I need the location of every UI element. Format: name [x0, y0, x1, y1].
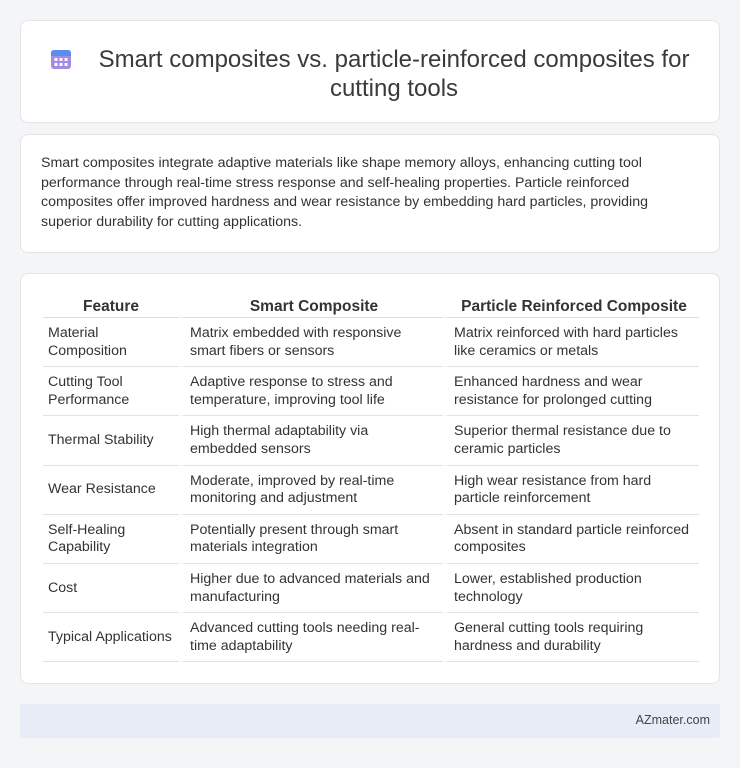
table-row: [43, 564, 699, 613]
table-cell-particle: High wear resistance from hard particle reinforcement: [443, 466, 699, 515]
table-cell-particle: Lower, established production technology: [443, 564, 699, 613]
table-cell-smart: High thermal adaptability via embedded sensors: [179, 416, 443, 465]
comparison-card: [20, 273, 720, 684]
table-cell-feature: Wear Resistance: [43, 466, 179, 515]
table-header-row: [43, 296, 699, 318]
table-cell-smart: Moderate, improved by real-time monitoring and adjustment: [179, 466, 443, 515]
summary-text: Smart composites integrate adaptive materials like shape memory alloys, enhancing cutting tool performance through real-time stress response and self-healing properties. Particle reinforced composites offer improved hardness and wear resistance by embedding hard particles, providing superior durability for cutting applications.: [41, 155, 648, 230]
table-cell-particle: General cutting tools requiring hardness and durability: [443, 613, 699, 662]
table-cell-smart: Potentially present through smart materials integration: [179, 515, 443, 564]
table-cell-smart: Adaptive response to stress and temperature, improving tool life: [179, 367, 443, 416]
table-cell-feature: Cost: [43, 564, 179, 613]
table-cell-particle: Enhanced hardness and wear resistance for prolonged cutting: [443, 367, 699, 416]
table-cell-feature: Material Composition: [43, 318, 179, 367]
table-cell-feature: Cutting Tool Performance: [43, 367, 179, 416]
table-cell-smart: Matrix embedded with responsive smart fibers or sensors: [179, 318, 443, 367]
footer-brand-link[interactable]: AZmater.com: [635, 713, 710, 727]
title-card: [20, 20, 720, 123]
footer: [20, 704, 720, 738]
table-cell-smart: Advanced cutting tools needing real-time adaptability: [179, 613, 443, 662]
table-cell-feature: Thermal Stability: [43, 416, 179, 465]
comparison-table: [43, 296, 699, 662]
table-row: [43, 318, 699, 367]
page-title: Smart composites vs. particle-reinforced composites for cutting tools: [98, 46, 690, 102]
table-row: [43, 613, 699, 662]
table-cell-feature: Self-Healing Capability: [43, 515, 179, 564]
table-cell-particle: Absent in standard particle reinforced composites: [443, 515, 699, 564]
header-particle-reinforced: Particle Reinforced Composite: [443, 296, 699, 318]
table-row: [43, 416, 699, 465]
table-cell-particle: Superior thermal resistance due to ceramic particles: [443, 416, 699, 465]
summary-card: [20, 134, 720, 253]
table-cell-smart: Higher due to advanced materials and manufacturing: [179, 564, 443, 613]
table-cell-feature: Typical Applications: [43, 613, 179, 662]
table-row: [43, 466, 699, 515]
header-smart-composite: Smart Composite: [179, 296, 443, 318]
table-row: [43, 515, 699, 564]
header-feature: Feature: [43, 296, 179, 318]
table-row: [43, 367, 699, 416]
table-cell-particle: Matrix reinforced with hard particles like ceramics or metals: [443, 318, 699, 367]
